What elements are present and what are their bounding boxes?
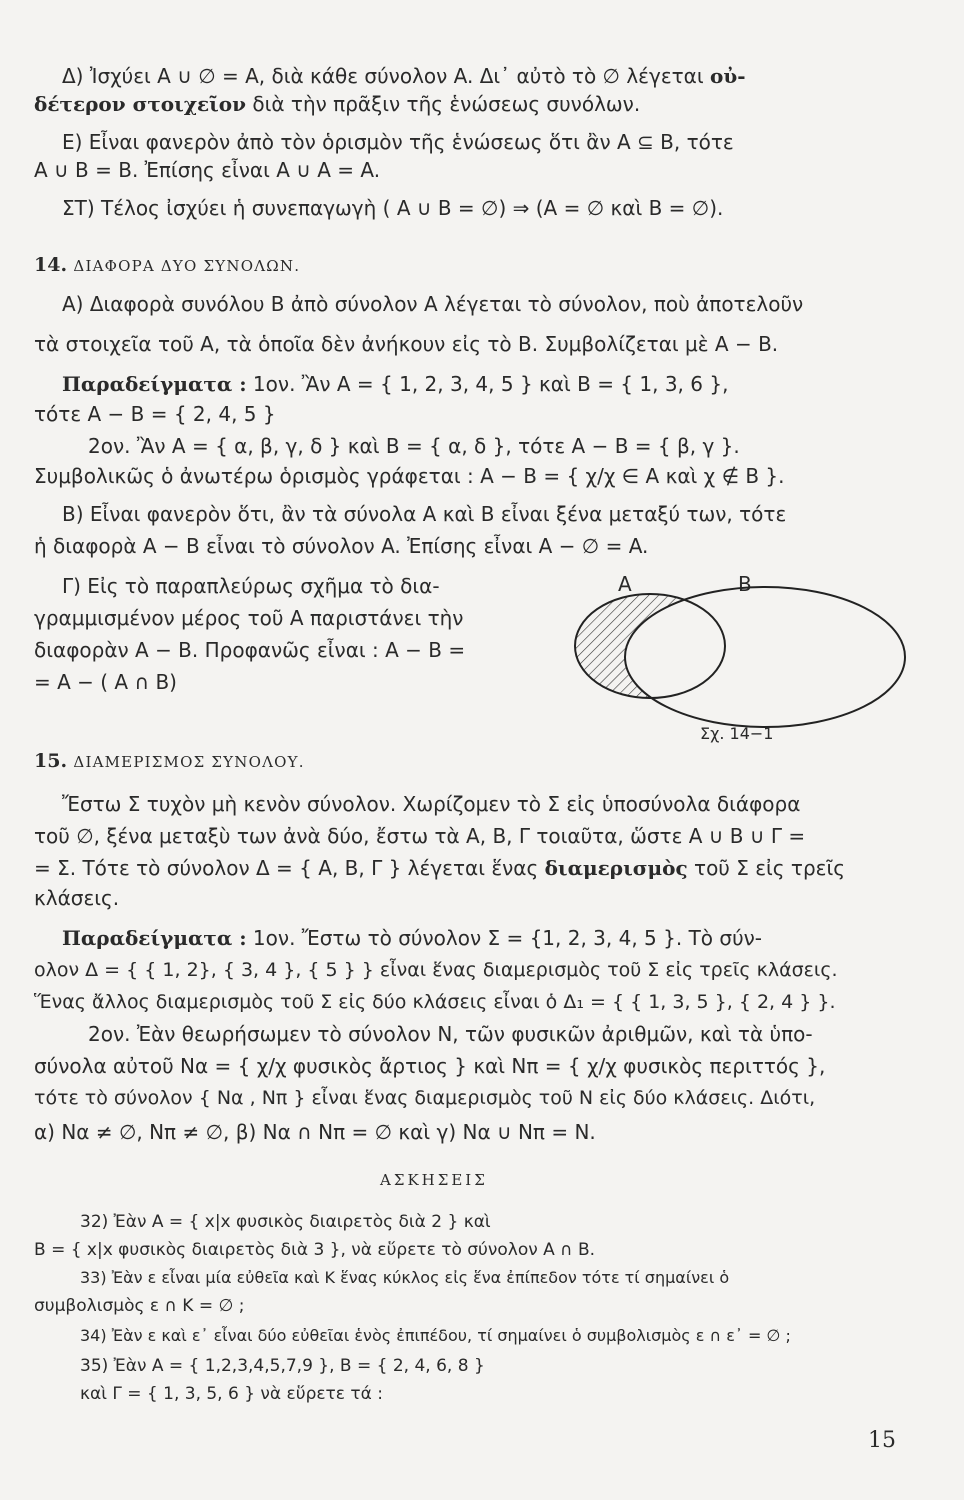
bold-term: δέτερον στοιχεῖον <box>34 92 247 116</box>
text-line: 2ον. Ἐὰν θεωρήσωμεν τὸ σύνολον N, τῶν φυσικῶν ἀριθμῶν, καὶ τὰ ὑπο- <box>88 1022 813 1046</box>
text-segment: = Σ. Τότε τὸ σύνολον Δ = { A, B, Γ } λέγεται ἕνας <box>34 856 545 880</box>
text-line: Συμβολικῶς ὁ ἀνωτέρω ὁρισμὸς γράφεται : A − B = { χ/χ ∈ A καὶ χ ∉ B }. <box>34 464 785 488</box>
text-line <box>62 370 728 398</box>
page-number: 15 <box>868 1428 896 1453</box>
text-line <box>62 924 762 952</box>
figure-caption: Σχ. 14−1 <box>700 724 774 743</box>
bold-term: Παραδείγματα : <box>62 926 247 950</box>
exercise-34: 34) Ἐὰν ε καὶ ε᾽ εἶναι δύο εὐθεῖαι ἑνὸς ἐπιπέδου, τί σημαίνει ὁ συμβολισμὸς ε ∩ ε᾽ = ∅ ; <box>80 1326 791 1345</box>
exercise-35: 35) Ἐὰν A = { 1,2,3,4,5,7,9 }, B = { 2, 4, 6, 8 } <box>80 1356 485 1376</box>
section-title: ΔΙΑΜΕΡΙΣΜΟΣ ΣΥΝΟΛΟΥ. <box>73 753 305 771</box>
exercise-32: 32) Ἐὰν A = { x|x φυσικὸς διαιρετὸς διὰ 2 } καὶ <box>80 1212 491 1232</box>
text-segment: 1ον. Ἔστω τὸ σύνολον Σ = {1, 2, 3, 4, 5 }. Τὸ σύν- <box>246 926 763 950</box>
text-line: 2ον. Ἂν A = { α, β, γ, δ } καὶ B = { α, δ }, τότε A − B = { β, γ }. <box>88 434 740 458</box>
exercise-33-cont: συμβολισμὸς ε ∩ K = ∅ ; <box>34 1296 245 1316</box>
text-line: σύνολα αὐτοῦ Nα = { χ/χ φυσικὸς ἄρτιος } καὶ Nπ = { χ/χ φυσικὸς περιττός }, <box>34 1054 826 1078</box>
text-line: τοῦ ∅, ξένα μεταξὺ των ἀνὰ δύο, ἔστω τὰ A, B, Γ τοιαῦτα, ὥστε A ∪ B ∪ Γ = <box>34 824 806 848</box>
text-line <box>34 854 845 882</box>
text-segment: Δ) Ἰσχύει A ∪ ∅ = A, διὰ κάθε σύνολον A. Δι᾽ αὐτὸ τὸ ∅ λέγεται <box>62 64 704 88</box>
exercise-32-cont: B = { x|x φυσικὸς διαιρετὸς διὰ 3 }, νὰ εὕρετε τὸ σύνολον A ∩ B. <box>34 1240 596 1260</box>
text-segment: διὰ τὴν πρᾶξιν τῆς ἑνώσεως συνόλων. <box>246 92 641 116</box>
text-line: Ἕνας ἄλλος διαμερισμὸς τοῦ Σ εἰς δύο κλάσεις εἶναι ὁ Δ₁ = { { 1, 3, 5 }, { 2, 4 } }. <box>34 991 836 1013</box>
section-number: 14. <box>34 254 68 276</box>
text-line: κλάσεις. <box>34 886 120 910</box>
text-line: E) Εἶναι φανερὸν ἀπὸ τὸν ὁρισμὸν τῆς ἑνώσεως ὅτι ἂν A ⊆ B, τότε <box>62 130 734 154</box>
text-line: Ἔστω Σ τυχὸν μὴ κενὸν σύνολον. Χωρίζομεν τὸ Σ εἰς ὑποσύνολα διάφορα <box>62 792 801 816</box>
text-line <box>34 90 640 118</box>
text-line: ολον Δ = { { 1, 2}, { 3, 4 }, { 5 } } εἶναι ἕνας διαμερισμὸς τοῦ Σ εἰς τρεῖς κλάσεις. <box>34 959 838 981</box>
section-number: 15. <box>34 750 68 772</box>
text-line: B) Εἶναι φανερὸν ὅτι, ἂν τὰ σύνολα A καὶ B εἶναι ξένα μεταξύ των, τότε <box>62 502 787 526</box>
text-line <box>62 62 746 90</box>
bold-term: διαμερισμὸς <box>544 856 688 880</box>
text-line: τὰ στοιχεῖα τοῦ A, τὰ ὁποῖα δὲν ἀνήκουν εἰς τὸ B. Συμβολίζεται μὲ A − B. <box>34 332 779 356</box>
text-line: τότε τὸ σύνολον { Nα , Nπ } εἶναι ἕνας διαμερισμὸς τοῦ N εἰς δύο κλάσεις. Διότι, <box>34 1087 816 1109</box>
text-line: γραμμισμένον μέρος τοῦ A παριστάνει τὴν <box>34 606 464 630</box>
text-line: A) Διαφορὰ συνόλου B ἀπὸ σύνολον A λέγεται τὸ σύνολον, ποὺ ἀποτελοῦν <box>62 292 804 316</box>
text-line: = A − ( A ∩ B) <box>34 670 177 694</box>
text-segment: τοῦ Σ εἰς τρεῖς <box>687 856 845 880</box>
venn-diagram <box>535 570 915 730</box>
text-line: ἡ διαφορὰ A − B εἶναι τὸ σύνολον A. Ἐπίσης εἶναι A − ∅ = A. <box>34 534 649 558</box>
venn-label-a: A <box>618 572 632 596</box>
bold-term: οὐ- <box>709 64 746 88</box>
exercise-33: 33) Ἐὰν ε εἶναι μία εὐθεῖα καὶ K ἕνας κύκλος εἰς ἕνα ἐπίπεδον τότε τί σημαίνει ὁ <box>80 1268 730 1287</box>
text-line: διαφορὰν A − B. Προφανῶς εἶναι : A − B = <box>34 638 466 662</box>
section-heading-15 <box>34 746 305 776</box>
exercise-35-cont: καὶ Γ = { 1, 3, 5, 6 } νὰ εὕρετε τά : <box>80 1384 383 1404</box>
venn-label-b: B <box>738 572 752 596</box>
section-title: ΔΙΑΦΟΡΑ ΔΥΟ ΣΥΝΟΛΩΝ. <box>73 257 301 275</box>
text-segment: 1ον. Ἂν A = { 1, 2, 3, 4, 5 } καὶ B = { 1, 3, 6 }, <box>246 372 729 396</box>
section-heading-14 <box>34 250 300 280</box>
text-line: α) Nα ≠ ∅, Nπ ≠ ∅, β) Nα ∩ Nπ = ∅ καὶ γ) Nα ∪ Nπ = N. <box>34 1120 596 1144</box>
text-line: τότε A − B = { 2, 4, 5 } <box>34 402 276 426</box>
text-line: ΣΤ) Τέλος ἰσχύει ἡ συνεπαγωγὴ ( A ∪ B = ∅) ⇒ (A = ∅ καὶ B = ∅). <box>62 196 724 220</box>
text-line: A ∪ B = B. Ἐπίσης εἶναι A ∪ A = A. <box>34 158 381 182</box>
exercises-heading: ΑΣΚΗΣΕΙΣ <box>380 1171 488 1189</box>
text-line: Γ) Εἰς τὸ παραπλεύρως σχῆμα τὸ δια- <box>62 574 440 598</box>
bold-term: Παραδείγματα : <box>62 372 247 396</box>
